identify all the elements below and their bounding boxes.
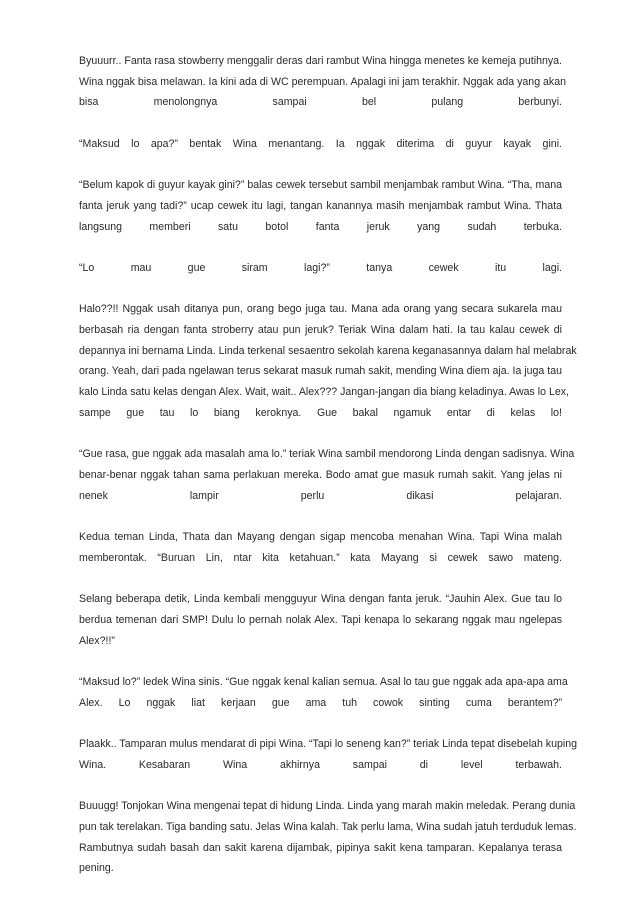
text-line: orang. Yeah, dari pada ngelawan terus sekarat masuk rumah sakit, mending Wina diem aja. Ia juga tau (79, 365, 562, 378)
text-line: “Lo mau gue siram lagi?” tanya cewek itu lagi. (79, 261, 562, 274)
paragraph (79, 734, 577, 775)
text-line: “Maksud lo apa?” bentak Wina menantang. Ia nggak diterima di guyur kayak gini. (79, 137, 562, 150)
text-line: Wina nggak bisa melawan. Ia kini ada di WC perempuan. Apalagi ini jam terakhir. Nggak ada yang akan (79, 75, 566, 88)
text-line: “Maksud lo?” ledek Wina sinis. “Gue nggak kenal kalian semua. Asal lo tau gue nggak ada apa-apa ama (79, 675, 568, 688)
text-line: benar-benar nggak tahan sama perlakuan mereka. Bodo amat gue masuk rumah sakit. Yang jelas ni (79, 468, 562, 481)
document-page (79, 51, 577, 900)
text-line: berdua temenan dari SMP! Dulu lo pernah nolak Alex. Tapi kenapa lo sekarang nggak mau ngelepas (79, 613, 562, 626)
text-line: pun tak terelakan. Tiga banding satu. Jelas Wina kalah. Tak perlu lama, Wina sudah jatuh terduduk lemas. (79, 820, 577, 833)
paragraph (79, 444, 575, 506)
text-line: Kedua teman Linda, Thata dan Mayang dengan sigap mencoba menahan Wina. Tapi Wina malah (79, 531, 562, 544)
text-line: depannya ini bernama Linda. Linda terkenal sesaentro sekolah karena keganasannya dalam hal melabrak (79, 344, 577, 357)
paragraph (79, 672, 568, 713)
text-line: “Gue rasa, gue nggak ada masalah ama lo.” teriak Wina sambil mendorong Linda dengan sadisnya. Wina (79, 448, 575, 461)
text-line: Rambutnya sudah basah dan sakit karena dijambak, pipinya sakit kena tamparan. Kepalanya terasa (79, 841, 562, 854)
text-line: Wina. Kesabaran Wina akhirnya sampai di level terbawah. (79, 758, 562, 771)
text-line: Halo??!! Nggak usah ditanya pun, orang bego juga tau. Mana ada orang yang secara sukarela mau (79, 303, 562, 316)
paragraph (79, 51, 566, 113)
text-line: Alex. Lo nggak liat kerjaan gue ama tuh cowok sinting cuma berantem?” (79, 696, 562, 709)
paragraph (79, 589, 562, 651)
text-line: memberontak. “Buruan Lin, ntar kita ketahuan.” kata Mayang si cewek sawo mateng. (79, 551, 562, 564)
text-line: Byuuurr.. Fanta rasa stowberry menggalir deras dari rambut Wina hingga menetes ke kemeja putihnya. (79, 55, 562, 67)
text-line: pening. (79, 862, 114, 875)
text-line: “Belum kapok di guyur kayak gini?” balas cewek tersebut sambil menjambak rambut Wina. “Tha, mana (79, 179, 562, 192)
paragraph (79, 796, 577, 879)
text-line: sampe gue tau lo biang keroknya. Gue bakal ngamuk entar di kelas lo! (79, 406, 562, 419)
text-line: Plaakk.. Tamparan mulus mendarat di pipi Wina. “Tapi lo seneng kan?” teriak Linda tepat disebelah kuping (79, 738, 577, 751)
text-line: bisa menolongnya sampai bel pulang berbunyi. (79, 96, 562, 109)
paragraph (79, 134, 562, 155)
paragraph (79, 527, 562, 568)
text-line: kalo Linda satu kelas dengan Alex. Wait, wait.. Alex??? Jangan-jangan dia biang keladinya. Awas lo Lex, (79, 386, 569, 399)
paragraph (79, 299, 577, 423)
text-line: fanta jeruk yang tadi?” ucap cewek itu lagi, tangan kanannya masih menjambak rambut Wina. Thata (79, 199, 562, 212)
text-line: nenek lampir perlu dikasi pelajaran. (79, 489, 562, 502)
text-line: Alex?!!” (79, 634, 115, 647)
text-line: Selang beberapa detik, Linda kembali mengguyur Wina dengan fanta jeruk. “Jauhin Alex. Gue tau lo (79, 593, 562, 606)
text-line: langsung memberi satu botol fanta jeruk yang sudah terbuka. (79, 220, 562, 233)
text-line: Buuugg! Tonjokan Wina mengenai tepat di hidung Linda. Linda yang marah makin meledak. Perang dunia (79, 800, 576, 813)
paragraph (79, 258, 562, 279)
text-line: berbasah ria dengan fanta stroberry atau pun jeruk? Teriak Wina dalam hati. Ia tau kalau cewek di (79, 324, 562, 337)
paragraph (79, 175, 562, 237)
